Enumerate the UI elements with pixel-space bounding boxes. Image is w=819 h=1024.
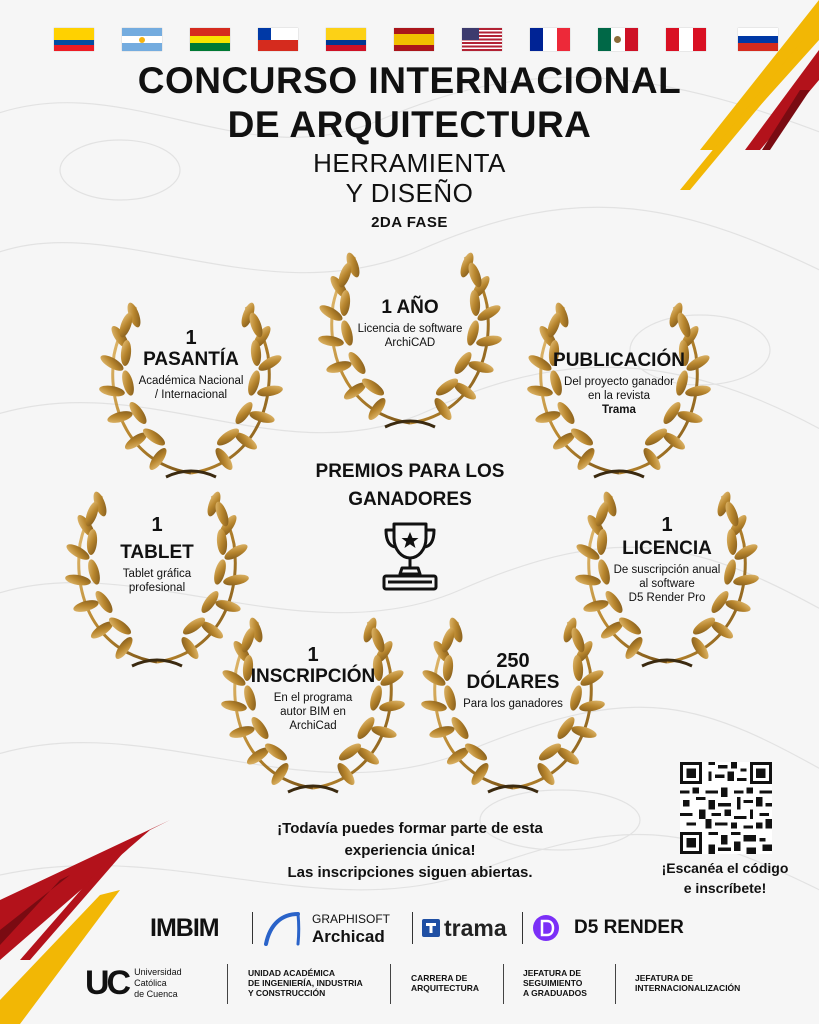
prize-head: DÓLARES — [466, 672, 560, 693]
main-title-line2: DE ARQUITECTURA — [227, 104, 592, 145]
qr-code[interactable] — [680, 762, 772, 854]
prize-desc: ArchiCAD — [384, 337, 436, 349]
trama-logo — [422, 906, 507, 950]
footer-jefatura2-line1: JEFATURA DE — [635, 973, 694, 983]
divider — [522, 912, 523, 944]
prize-number: 1 — [151, 514, 163, 536]
graphisoft-text: GRAPHISOFT — [312, 912, 391, 926]
prize-head: LICENCIA — [622, 538, 712, 559]
footer-jefatura1-line1: JEFATURA DE — [523, 968, 582, 978]
archicad-text: Archicad — [312, 927, 385, 946]
prize-publication — [524, 295, 714, 485]
footer-carrera-line2: ARQUITECTURA — [411, 983, 479, 993]
footer-jefatura1-line3: A GRADUADOS — [523, 988, 587, 998]
prizes-heading-line2: GANADORES — [348, 489, 472, 510]
prize-desc: Del proyecto ganador — [564, 376, 674, 388]
footer-jefatura-graduados — [523, 968, 587, 998]
argentina-flag — [122, 28, 162, 51]
prize-desc: En el programa — [273, 692, 353, 704]
footer-jefatura-internacional — [635, 973, 740, 993]
d5-text: D5 RENDER — [574, 917, 684, 938]
colombia-flag — [326, 28, 366, 51]
prize-number: 250 — [496, 650, 530, 672]
uc-monogram: UC — [85, 964, 129, 1002]
qr-caption — [640, 858, 810, 898]
footer-jefatura1-line2: SEGUIMIENTO — [523, 978, 583, 988]
d5-circle-icon — [532, 914, 560, 942]
institution-footer — [85, 964, 765, 1008]
prizes-heading-line1: PREMIOS PARA LOS — [315, 461, 505, 482]
archicad-logo — [262, 906, 390, 950]
ecuador-flag — [54, 28, 94, 51]
footer-carrera-line1: CARRERA DE — [411, 973, 468, 983]
france-flag — [530, 28, 570, 51]
footer-unidad-line3: Y CONSTRUCCIÓN — [248, 988, 326, 998]
russia-flag — [738, 28, 778, 51]
d5-render-logo — [532, 906, 684, 950]
prize-head: PUBLICACIÓN — [553, 350, 685, 371]
uni-name-line1: Universidad — [134, 967, 182, 977]
qr-caption-line1: ¡Escanéa el código — [661, 860, 789, 876]
prize-desc: autor BIM en — [280, 706, 346, 718]
subtitle-line2: Y DISEÑO — [345, 178, 474, 208]
divider — [615, 964, 616, 1004]
prize-head: INSCRIPCIÓN — [250, 666, 376, 687]
cta-line1: ¡Todavía puedes formar parte de esta — [277, 820, 543, 837]
ucacue-logo — [85, 964, 182, 1003]
prize-desc: en la revista — [587, 390, 650, 402]
prize-number: 1 — [661, 514, 673, 536]
prize-number: 1 — [307, 644, 319, 666]
prize-internship — [96, 295, 286, 485]
uni-name-line2: Católica — [134, 978, 167, 988]
uni-name-line3: de Cuenca — [134, 989, 178, 999]
prize-bim-enrollment — [218, 610, 408, 800]
phase-label: 2DA FASE — [371, 214, 448, 231]
call-to-action — [220, 818, 600, 884]
prize-desc: ArchiCad — [289, 720, 337, 732]
divider — [412, 912, 413, 944]
prize-desc: Tablet gráfica — [122, 568, 192, 580]
divider — [227, 964, 228, 1004]
subtitle-line1: HERRAMIENTA — [313, 148, 506, 178]
footer-jefatura2-line2: INTERNACIONALIZACIÓN — [635, 983, 741, 993]
prize-cash — [418, 610, 608, 800]
prize-desc: Académica Nacional — [138, 375, 244, 387]
trama-text: trama — [444, 914, 507, 941]
footer-unidad-line2: DE INGENIERÍA, INDUSTRIA — [248, 978, 363, 988]
prize-desc: De suscripción anual — [613, 564, 721, 576]
prize-desc: D5 Render Pro — [628, 592, 706, 604]
sponsor-logos — [150, 906, 690, 950]
trophy-icon — [380, 520, 440, 592]
bolivia-flag — [190, 28, 230, 51]
qr-caption-line2: e inscríbete! — [683, 880, 767, 896]
prizes-heading — [290, 458, 530, 514]
chile-flag — [258, 28, 298, 51]
footer-unidad-line1: UNIDAD ACADÉMICA — [248, 968, 336, 978]
spain-flag — [394, 28, 434, 51]
prize-desc: profesional — [128, 582, 186, 594]
prize-desc: Trama — [602, 404, 636, 416]
prize-head: 1 AÑO — [381, 297, 439, 318]
prize-head: TABLET — [120, 542, 194, 563]
prize-number: 1 — [185, 327, 197, 349]
prize-desc: Para los ganadores — [463, 698, 563, 710]
main-title-line1: CONCURSO INTERNACIONAL — [137, 60, 682, 101]
peru-flag — [666, 28, 706, 51]
cta-line2: experiencia única! — [344, 842, 476, 859]
cta-line3: Las inscripciones siguen abiertas. — [287, 864, 533, 881]
footer-carrera — [411, 973, 479, 993]
prize-head: PASANTÍA — [143, 349, 239, 370]
divider — [252, 912, 253, 944]
footer-unidad — [248, 968, 363, 998]
prize-desc: Licencia de software — [357, 323, 463, 335]
mexico-flag — [598, 28, 638, 51]
trama-square-icon — [422, 919, 440, 937]
country-flags — [54, 28, 778, 52]
prize-desc: al software — [639, 578, 695, 590]
prize-archicad-license — [315, 245, 505, 435]
archicad-arc-icon — [262, 910, 302, 946]
imbim-logo-text: IMBIM — [150, 913, 219, 942]
imbim-logo — [150, 906, 219, 950]
usa-flag — [462, 28, 502, 51]
divider — [503, 964, 504, 1004]
prize-desc: / Internacional — [154, 389, 228, 401]
divider — [390, 964, 391, 1004]
